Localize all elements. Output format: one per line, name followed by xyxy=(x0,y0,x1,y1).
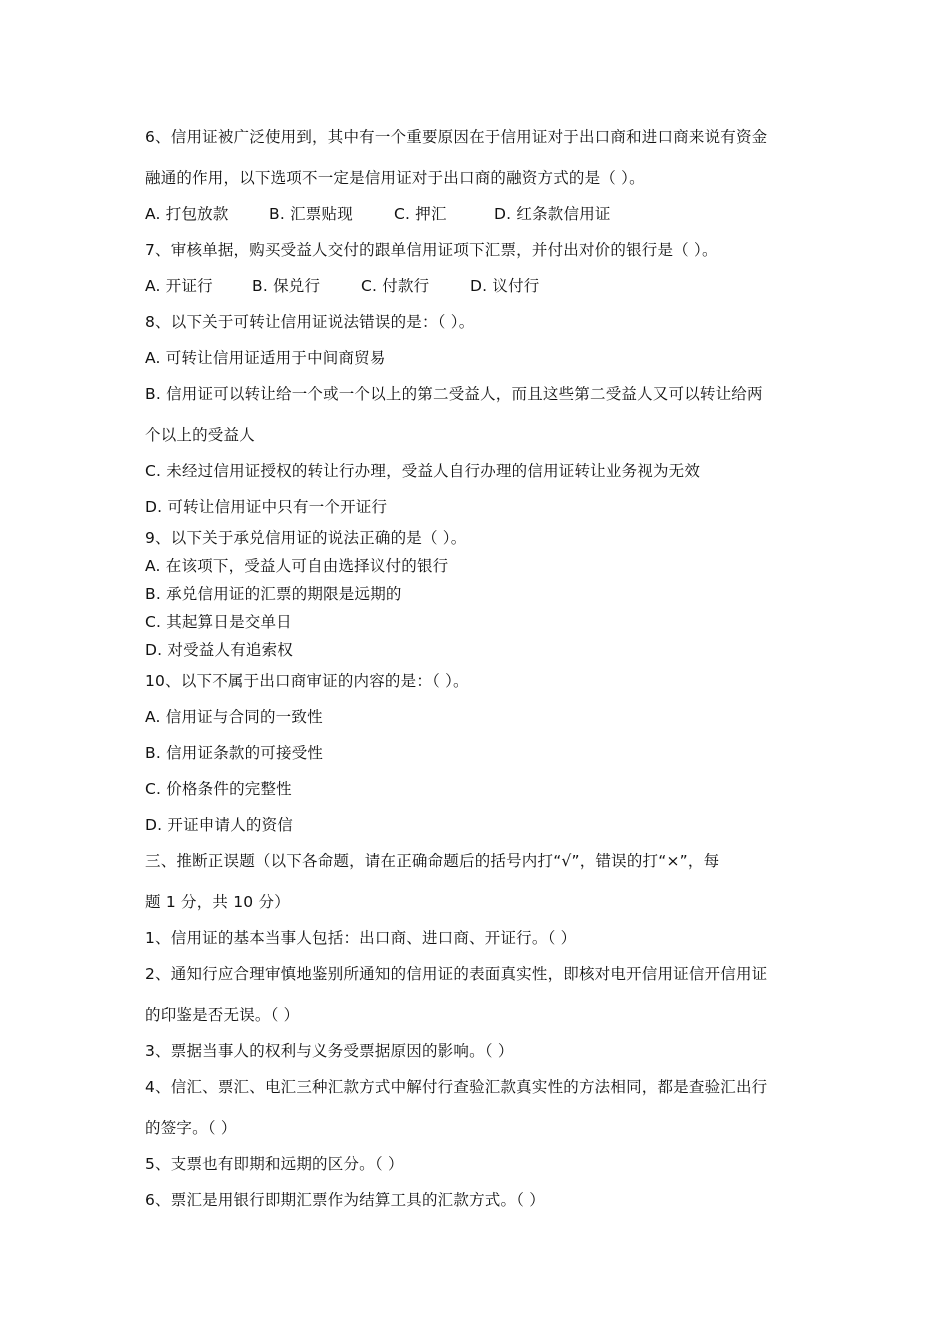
question-8-option-c: C. 未经过信用证授权的转让行办理，受益人自行办理的信用证转让业务视为无效 xyxy=(145,462,701,480)
question-8-option-b-line-1: B. 信用证可以转让给一个或一个以上的第二受益人，而且这些第二受益人又可以转让给两 xyxy=(145,385,763,403)
question-6-line-1: 6、信用证被广泛使用到，其中有一个重要原因在于信用证对于出口商和进口商来说有资金 xyxy=(145,128,768,146)
question-6-line-2: 融通的作用，以下选项不一定是信用证对于出口商的融资方式的是（ ）。 xyxy=(145,169,645,187)
true-false-1: 1、信用证的基本当事人包括：出口商、进口商、开证行。（ ） xyxy=(145,929,577,947)
question-8: 8、以下关于可转让信用证说法错误的是：（ ）。 xyxy=(145,313,475,331)
question-8-option-d: D. 可转让信用证中只有一个开证行 xyxy=(145,498,388,516)
question-6-options xyxy=(145,204,611,224)
true-false-2-line-2: 的印鉴是否无误。（ ） xyxy=(145,1006,300,1024)
question-9-option-d: D. 对受益人有追索权 xyxy=(145,641,293,659)
true-false-2-line-1: 2、通知行应合理审慎地鉴别所通知的信用证的表面真实性，即核对电开信用证信开信用证 xyxy=(145,965,768,983)
option-b: B. 保兑行 xyxy=(252,277,321,295)
true-false-4-line-2: 的签字。（ ） xyxy=(145,1119,237,1137)
question-7-options xyxy=(145,276,540,296)
true-false-3: 3、票据当事人的权利与义务受票据原因的影响。（ ） xyxy=(145,1042,514,1060)
question-9-option-b: B. 承兑信用证的汇票的期限是远期的 xyxy=(145,585,402,603)
question-7: 7、审核单据，购买受益人交付的跟单信用证项下汇票，并付出对价的银行是（ ）。 xyxy=(145,241,718,259)
question-9-option-c: C. 其起算日是交单日 xyxy=(145,613,292,631)
question-8-option-a: A. 可转让信用证适用于中间商贸易 xyxy=(145,349,386,367)
question-9: 9、以下关于承兑信用证的说法正确的是（ ）。 xyxy=(145,529,467,547)
option-c: C. 押汇 xyxy=(394,205,447,223)
question-8-option-b-line-2: 个以上的受益人 xyxy=(145,426,255,444)
true-false-6: 6、票汇是用银行即期汇票作为结算工具的汇款方式。（ ） xyxy=(145,1191,545,1209)
option-a: A. 开证行 xyxy=(145,277,213,295)
option-a: A. 打包放款 xyxy=(145,205,229,223)
section-3-heading-line-1: 三、推断正误题（以下各命题，请在正确命题后的括号内打“√”，错误的打“×”，每 xyxy=(145,852,720,870)
option-d: D. 议付行 xyxy=(470,277,540,295)
question-10-option-b: B. 信用证条款的可接受性 xyxy=(145,744,324,762)
section-3-heading-line-2: 题 1 分，共 10 分） xyxy=(145,893,290,911)
question-10: 10、以下不属于出口商审证的内容的是：（ ）。 xyxy=(145,672,469,690)
question-9-option-a: A. 在该项下，受益人可自由选择议付的银行 xyxy=(145,557,449,575)
option-c: C. 付款行 xyxy=(361,277,430,295)
question-10-option-d: D. 开证申请人的资信 xyxy=(145,816,293,834)
option-b: B. 汇票贴现 xyxy=(269,205,353,223)
true-false-4-line-1: 4、信汇、票汇、电汇三种汇款方式中解付行查验汇款真实性的方法相同，都是查验汇出行 xyxy=(145,1078,768,1096)
question-10-option-a: A. 信用证与合同的一致性 xyxy=(145,708,323,726)
option-d: D. 红条款信用证 xyxy=(494,205,611,223)
question-10-option-c: C. 价格条件的完整性 xyxy=(145,780,292,798)
true-false-5: 5、支票也有即期和远期的区分。（ ） xyxy=(145,1155,404,1173)
